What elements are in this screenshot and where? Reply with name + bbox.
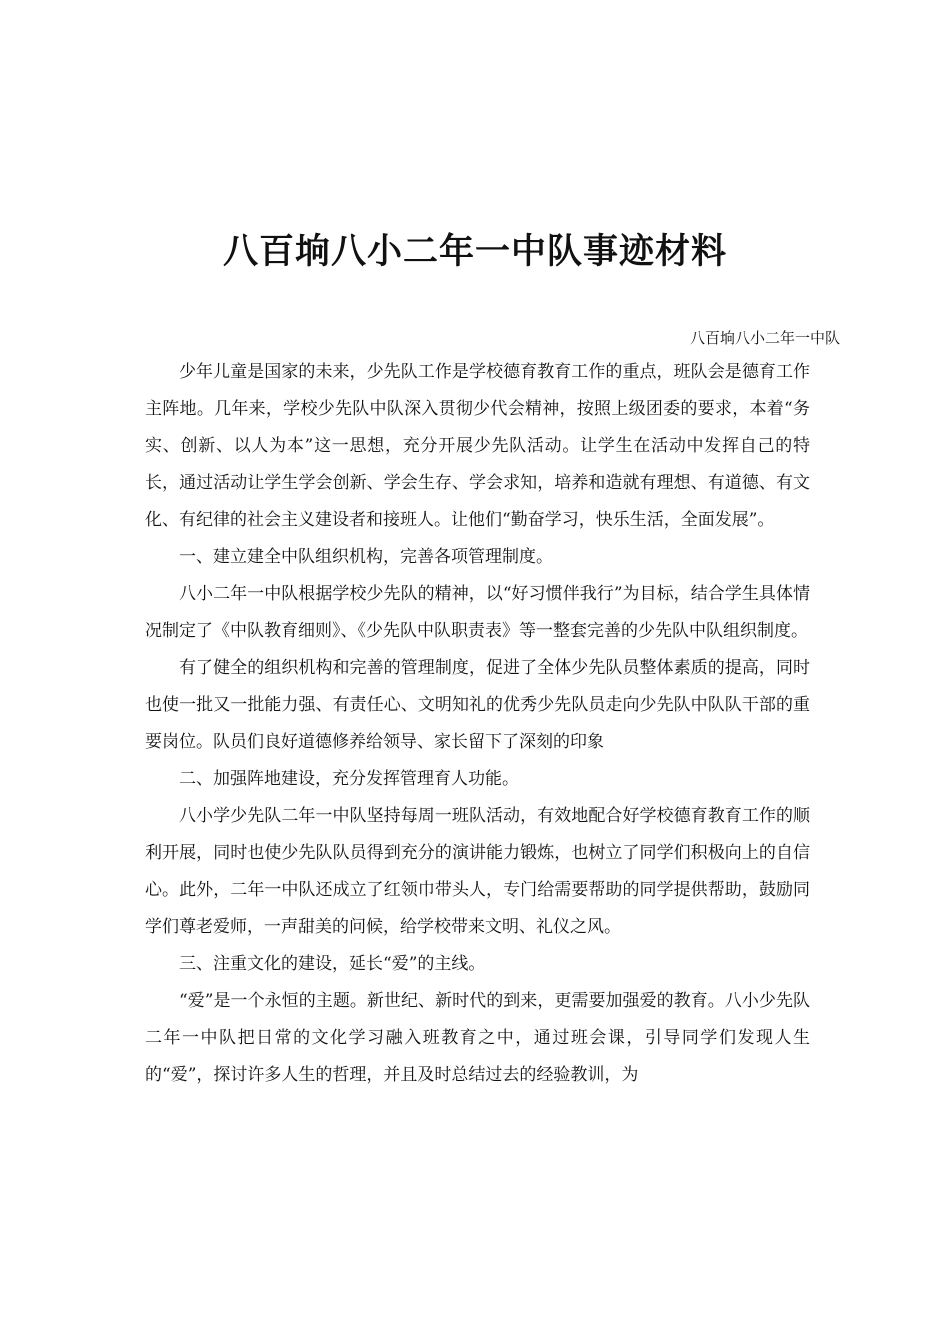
section-heading-3: 三、注重文化的建设，延长“爱”的主线。 xyxy=(179,954,486,974)
document-title: 八百垧八小二年一中队事迹材料 xyxy=(222,232,727,272)
paragraph-section-1-result: 有了健全的组织机构和完善的管理制度，促进了全体少先队员整体素质的提高，同时也使一批又一批能力强、有责任心、文明知礼的优秀少先队员走向少先队中队队干部的重要岗位。队员们良好道德修养给领导、家长留下了深刻的印象 xyxy=(145,658,810,752)
section-heading-2: 二、加强阵地建设，充分发挥管理育人功能。 xyxy=(179,769,519,789)
document-byline: 八百垧八小二年一中队 xyxy=(689,329,840,347)
section-heading-1: 一、建立建全中队组织机构，完善各项管理制度。 xyxy=(179,547,553,567)
paragraph-section-1: 八小二年一中队根据学校少先队的精神，以“好习惯伴我行”为目标，结合学生具体情况制定了《中队教育细则》、《少先队中队职责表》等一整套完善的少先队中队组织制度。 xyxy=(145,584,810,641)
paragraph-section-2: 八小学少先队二年一中队坚持每周一班队活动，有效地配合好学校德育教育工作的顺利开展，同时也使少先队队员得到充分的演讲能力锻炼，也树立了同学们积极向上的自信心。此外，二年一中队还成立了红领巾带头人，专门给需要帮助的同学提供帮助，鼓励同学们尊老爱师，一声甜美的问候，给学校带来文明、礼仪之风。 xyxy=(145,806,810,937)
paragraph-intro: 少年儿童是国家的未来，少先队工作是学校德育教育工作的重点，班队会是德育工作主阵地。几年来，学校少先队中队深入贯彻少代会精神，按照上级团委的要求，本着“务实、创新、以人为本”这一思想，充分开展少先队活动。让学生在活动中发挥自己的特长，通过活动让学生学会创新、学会生存、学会求知，培养和造就有理想、有道德、有文化、有纪律的社会主义建设者和接班人。让他们“勤奋学习，快乐生活，全面发展”。 xyxy=(145,362,810,530)
document-body xyxy=(145,354,810,1094)
paragraph-section-3: “爱”是一个永恒的主题。新世纪、新时代的到来，更需要加强爱的教育。八小少先队二年一中队把日常的文化学习融入班教育之中，通过班会课，引导同学们发现人生的“爱”，探讨许多人生的哲理，并且及时总结过去的经验教训，为 xyxy=(145,991,810,1085)
